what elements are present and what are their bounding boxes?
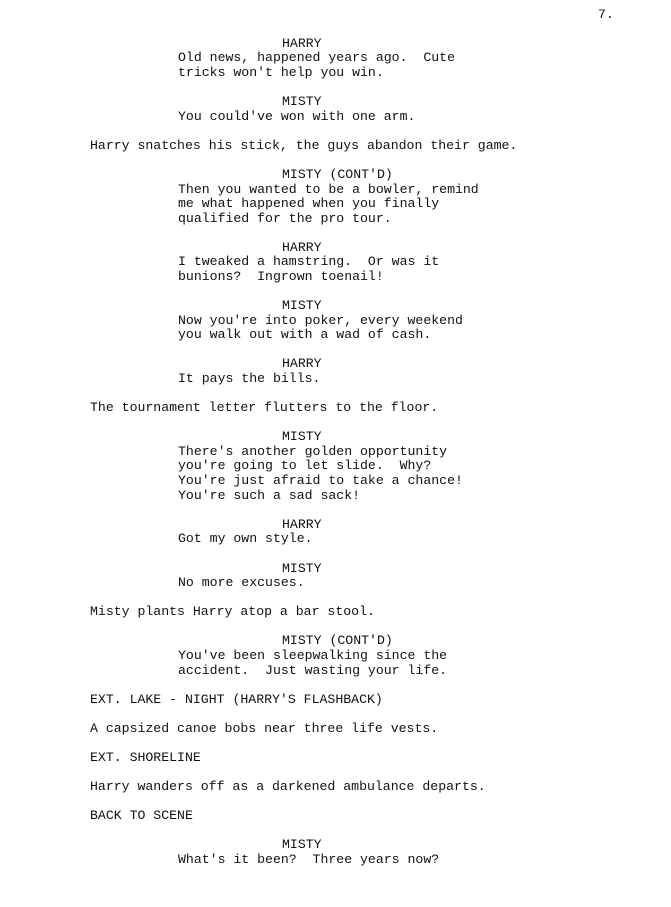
dialogue-line: you walk out with a wad of cash. <box>178 327 432 342</box>
dialogue-line: You're such a sad sack! <box>178 488 361 503</box>
page-number: 7. <box>598 7 614 22</box>
action-line: Misty plants Harry atop a bar stool. <box>90 604 375 619</box>
character-cue: HARRY <box>282 517 322 532</box>
character-cue: MISTY <box>282 561 322 576</box>
character-cue: HARRY <box>282 356 322 371</box>
action-line: Harry snatches his stick, the guys abandon their game. <box>90 138 518 153</box>
dialogue-line: You could've won with one arm. <box>178 109 416 124</box>
dialogue-line: You've been sleepwalking since the <box>178 648 448 663</box>
character-cue: MISTY <box>282 429 322 444</box>
scene-transition: BACK TO SCENE <box>90 808 193 823</box>
character-cue: MISTY <box>282 837 322 852</box>
character-cue: MISTY (CONT'D) <box>282 167 393 182</box>
action-line: A capsized canoe bobs near three life vests. <box>90 721 439 736</box>
character-cue: HARRY <box>282 36 322 51</box>
scene-heading: EXT. SHORELINE <box>90 750 201 765</box>
dialogue-line: qualified for the pro tour. <box>178 211 392 226</box>
character-cue: MISTY (CONT'D) <box>282 633 393 648</box>
dialogue-line: Now you're into poker, every weekend <box>178 313 463 328</box>
dialogue-line: No more excuses. <box>178 575 305 590</box>
dialogue-line: You're just afraid to take a chance! <box>178 473 463 488</box>
dialogue-line: What's it been? Three years now? <box>178 852 440 867</box>
dialogue-line: There's another golden opportunity <box>178 444 448 459</box>
action-line: Harry wanders off as a darkened ambulance departs. <box>90 779 486 794</box>
scene-heading: EXT. LAKE - NIGHT (HARRY'S FLASHBACK) <box>90 692 383 707</box>
dialogue-line: Old news, happened years ago. Cute <box>178 50 455 65</box>
dialogue-line: tricks won't help you win. <box>178 65 384 80</box>
character-cue: MISTY <box>282 94 322 109</box>
character-cue: HARRY <box>282 240 322 255</box>
dialogue-line: Then you wanted to be a bowler, remind <box>178 182 479 197</box>
dialogue-line: me what happened when you finally <box>178 196 440 211</box>
dialogue-line: I tweaked a hamstring. Or was it <box>178 254 440 269</box>
dialogue-line: accident. Just wasting your life. <box>178 663 448 678</box>
character-cue: MISTY <box>282 298 322 313</box>
action-line: The tournament letter flutters to the floor. <box>90 400 439 415</box>
dialogue-line: bunions? Ingrown toenail! <box>178 269 384 284</box>
dialogue-line: you're going to let slide. Why? <box>178 458 432 473</box>
dialogue-line: It pays the bills. <box>178 371 321 386</box>
dialogue-line: Got my own style. <box>178 531 313 546</box>
